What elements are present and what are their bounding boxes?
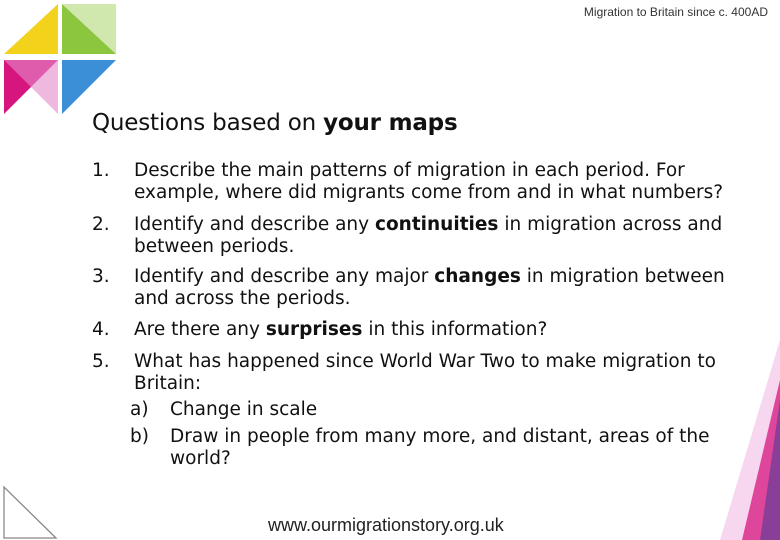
page-heading: Questions based on your maps [92,110,458,136]
sub-item: b) Draw in people from many more, and distant, areas of the world? [130,426,710,469]
question-item: 2. Identify and describe any continuities in migration across and between periods. [92,214,723,257]
logo-icon [0,0,120,120]
corner-decoration-icon [0,485,60,540]
sub-item: a) Change in scale [130,399,318,420]
question-item: 4. Are there any surprises in this information? [92,319,548,340]
presentation-title: Migration to Britain since c. 400AD [583,5,768,19]
corner-stripes-icon [720,340,780,540]
footer-url: www.ourmigrationstory.org.uk [268,515,504,535]
question-item: 1. Describe the main patterns of migration in each period. For example, where did migrants come from and in what numbers? [92,160,724,203]
question-item: 5. What has happened since World War Two to make migration to Britain: [92,351,716,394]
question-item: 3. Identify and describe any major changes in migration between and across the periods. [92,266,725,309]
